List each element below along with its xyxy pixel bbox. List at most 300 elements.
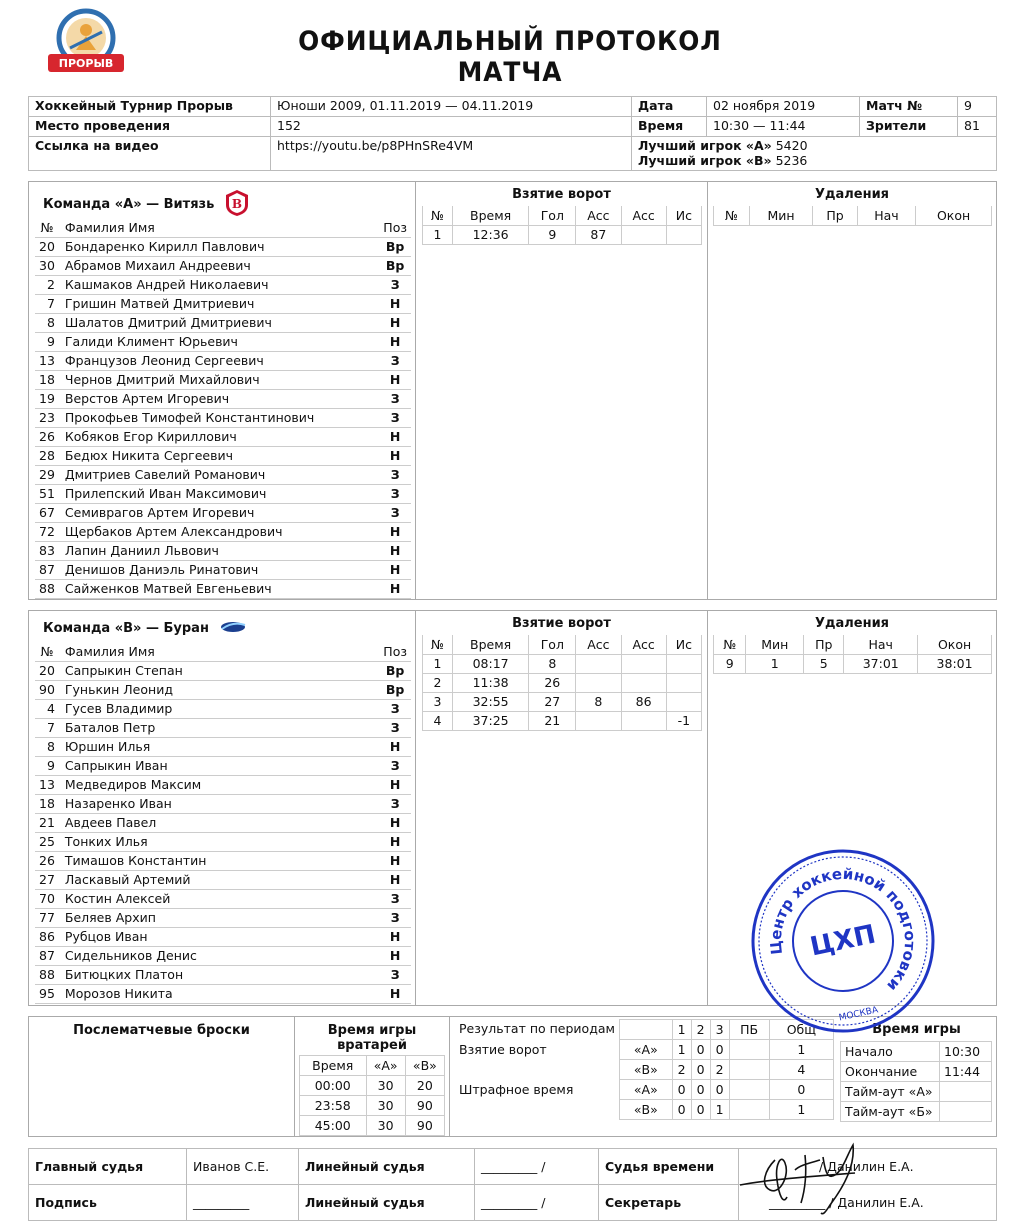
periods-value-cell: 1 <box>672 1040 691 1060</box>
team-a-goals-title: Взятие ворот <box>512 187 611 202</box>
team-b-penalties-title: Удаления <box>814 616 890 631</box>
signature-label: Подпись <box>29 1185 187 1221</box>
player-number: 25 <box>35 832 61 851</box>
periods-header-cell: Общ <box>769 1020 833 1040</box>
goals-header-cell: Гол <box>529 635 576 654</box>
goal-cell <box>576 673 621 692</box>
player-row <box>35 851 411 870</box>
periods-row <box>620 1100 834 1120</box>
player-position: З <box>379 699 411 718</box>
player-row <box>35 275 411 294</box>
player-name: Баталов Петр <box>61 718 379 737</box>
player-number: 13 <box>35 775 61 794</box>
venue-label: Место проведения <box>29 117 271 137</box>
player-position: Вр <box>379 661 411 680</box>
player-number: 2 <box>35 275 61 294</box>
periods-row <box>620 1080 834 1100</box>
player-position: Н <box>379 332 411 351</box>
player-position: З <box>379 718 411 737</box>
player-name: Дмитриев Савелий Романович <box>61 465 379 484</box>
game-time-label: Начало <box>841 1042 940 1062</box>
player-row <box>35 813 411 832</box>
player-number: 9 <box>35 756 61 775</box>
player-number: 87 <box>35 946 61 965</box>
player-number: 7 <box>35 294 61 313</box>
player-name: Сайженков Матвей Евгеньевич <box>61 579 379 598</box>
goal-row <box>423 654 702 673</box>
periods-header-cell: 2 <box>691 1020 710 1040</box>
periods-value-cell: 0 <box>691 1080 710 1100</box>
player-row <box>35 889 411 908</box>
team-b-roster <box>35 642 411 1004</box>
player-number: 83 <box>35 541 61 560</box>
goalie-time-title: Время игры вратарей <box>327 1023 417 1053</box>
player-name: Медведиров Максим <box>61 775 379 794</box>
date-value: 02 ноября 2019 <box>707 97 860 117</box>
player-name: Назаренко Иван <box>61 794 379 813</box>
player-name: Шалатов Дмитрий Дмитриевич <box>61 313 379 332</box>
best-players-cell <box>632 137 997 171</box>
periods-row <box>620 1040 834 1060</box>
team-a-roster <box>35 218 411 599</box>
player-number: 27 <box>35 870 61 889</box>
tournament-logo <box>40 8 132 78</box>
player-position: Н <box>379 775 411 794</box>
goal-cell <box>576 654 621 673</box>
goalie-time-cell: 90 <box>405 1096 444 1116</box>
periods-row <box>620 1060 834 1080</box>
player-row <box>35 522 411 541</box>
goals-header-cell: Время <box>452 635 529 654</box>
secretary-value: _________ / Данилин Е.А. <box>739 1185 997 1221</box>
player-row <box>35 389 411 408</box>
spectators-label: Зрители <box>860 117 958 137</box>
periods-value-cell: 0 <box>672 1080 691 1100</box>
periods-team-cell: «В» <box>620 1100 673 1120</box>
player-name: Щербаков Артем Александрович <box>61 522 379 541</box>
penalties-header-cell: Окон <box>918 635 992 654</box>
stamp-ring-text: Центр хоккейной подготовки <box>766 864 920 995</box>
penalties-header-cell: № <box>714 635 746 654</box>
player-position: Н <box>379 313 411 332</box>
goalie-time-cell: 45:00 <box>300 1116 367 1136</box>
player-name: Прилепский Иван Максимович <box>61 484 379 503</box>
periods-team-cell: «В» <box>620 1060 673 1080</box>
player-number: 4 <box>35 699 61 718</box>
player-row <box>35 946 411 965</box>
player-name: Тонких Илья <box>61 832 379 851</box>
player-number: 87 <box>35 560 61 579</box>
player-number: 67 <box>35 503 61 522</box>
chief-referee-value: Иванов С.Е. <box>187 1149 299 1185</box>
player-position: З <box>379 275 411 294</box>
goal-row <box>423 692 702 711</box>
goal-cell: 37:25 <box>452 711 529 730</box>
goalie-time-cell: 23:58 <box>300 1096 367 1116</box>
player-position: З <box>379 484 411 503</box>
video-label: Ссылка на видео <box>29 137 271 171</box>
roster-name-header: Фамилия Имя <box>61 218 379 237</box>
penalties-header-cell: Нач <box>857 206 915 225</box>
periods-value-cell: 2 <box>672 1060 691 1080</box>
venue-value: 152 <box>271 117 632 137</box>
best-b-value: 5236 <box>775 153 808 168</box>
game-time-row <box>841 1062 992 1082</box>
player-row <box>35 661 411 680</box>
tournament-value: Юноши 2009, 01.11.2019 — 04.11.2019 <box>271 97 632 117</box>
player-position: Н <box>379 522 411 541</box>
player-position: З <box>379 351 411 370</box>
goal-cell: 1 <box>423 225 453 244</box>
player-number: 8 <box>35 737 61 756</box>
player-name: Морозов Никита <box>61 984 379 1003</box>
timekeeper-value: / Данилин Е.А. <box>739 1149 997 1185</box>
player-row <box>35 408 411 427</box>
goal-cell: 27 <box>529 692 576 711</box>
shootouts-title: Послематчевые броски <box>73 1023 250 1038</box>
player-position: Вр <box>379 680 411 699</box>
player-row <box>35 313 411 332</box>
periods-value-cell: 0 <box>710 1040 729 1060</box>
periods-value-cell: 2 <box>710 1060 729 1080</box>
player-row <box>35 465 411 484</box>
roster-num-header: № <box>35 218 61 237</box>
goal-cell: 21 <box>529 711 576 730</box>
periods-team-header <box>620 1020 673 1040</box>
player-position: Н <box>379 579 411 598</box>
team-b-logo-icon <box>219 619 247 638</box>
goalie-time-header-row <box>300 1056 445 1076</box>
player-number: 23 <box>35 408 61 427</box>
game-time-value <box>940 1102 992 1122</box>
periods-value-cell: 4 <box>769 1060 833 1080</box>
periods-value-cell: 0 <box>710 1080 729 1100</box>
periods-title: Результат по периодам <box>459 1021 615 1036</box>
goalie-time-cell: 30 <box>366 1096 405 1116</box>
player-row <box>35 541 411 560</box>
game-time-value: 10:30 <box>940 1042 992 1062</box>
game-time-row <box>841 1082 992 1102</box>
player-name: Галиди Климент Юрьевич <box>61 332 379 351</box>
player-row <box>35 256 411 275</box>
player-position: З <box>379 389 411 408</box>
penalties-header-cell: Окон <box>916 206 992 225</box>
player-position: Н <box>379 984 411 1003</box>
player-position: Н <box>379 870 411 889</box>
player-row <box>35 965 411 984</box>
team-a-title: Команда «А» — Витязь <box>43 196 215 212</box>
periods-value-cell <box>729 1080 769 1100</box>
penalties-header-cell: Мин <box>746 635 804 654</box>
player-name: Гусев Владимир <box>61 699 379 718</box>
player-number: 70 <box>35 889 61 908</box>
time-value: 10:30 — 11:44 <box>707 117 860 137</box>
penalties-header-row <box>714 206 992 225</box>
player-position: Н <box>379 813 411 832</box>
player-number: 21 <box>35 813 61 832</box>
player-row <box>35 332 411 351</box>
player-row <box>35 699 411 718</box>
player-row <box>35 484 411 503</box>
stamp-center-text: ЦХП <box>807 919 879 963</box>
goalie-time-cell: 30 <box>366 1076 405 1096</box>
player-name: Верстов Артем Игоревич <box>61 389 379 408</box>
player-number: 26 <box>35 427 61 446</box>
player-row <box>35 427 411 446</box>
roster-num-header: № <box>35 642 61 661</box>
goalie-time-cell: 00:00 <box>300 1076 367 1096</box>
team-a-logo-icon <box>224 189 250 220</box>
team-a-section <box>28 181 997 600</box>
linesman-2-label: Линейный судья <box>299 1185 475 1221</box>
penalties-header-cell: № <box>714 206 750 225</box>
chief-referee-label: Главный судья <box>29 1149 187 1185</box>
penalties-header-row <box>714 635 992 654</box>
player-number: 19 <box>35 389 61 408</box>
player-position: Н <box>379 737 411 756</box>
goal-row <box>423 711 702 730</box>
team-b-goals-table <box>422 635 702 731</box>
player-number: 20 <box>35 661 61 680</box>
goal-cell: 1 <box>423 654 453 673</box>
signature-value: _________ <box>187 1185 299 1221</box>
player-name: Ласкавый Артемий <box>61 870 379 889</box>
goal-cell: 8 <box>529 654 576 673</box>
logo-ribbon-text: ПРОРЫВ <box>58 57 114 70</box>
player-number: 77 <box>35 908 61 927</box>
player-position: Н <box>379 294 411 313</box>
team-b-goals-title: Взятие ворот <box>512 616 611 631</box>
goal-cell <box>666 654 701 673</box>
periods-value-cell: 1 <box>769 1040 833 1060</box>
goal-cell: -1 <box>666 711 701 730</box>
page-title: ОФИЦИАЛЬНЫЙ ПРОТОКОЛ МАТЧА <box>298 26 722 88</box>
player-number: 29 <box>35 465 61 484</box>
goalie-time-header-cell: «В» <box>405 1056 444 1076</box>
timekeeper-label: Судья времени <box>599 1149 739 1185</box>
player-position: Н <box>379 946 411 965</box>
match-number-value: 9 <box>958 97 997 117</box>
penalties-header-cell: Мин <box>749 206 813 225</box>
player-row <box>35 294 411 313</box>
player-name: Гунькин Леонид <box>61 680 379 699</box>
player-row <box>35 737 411 756</box>
goals-header-cell: № <box>423 635 453 654</box>
goal-cell <box>621 225 666 244</box>
signature-scribble <box>735 1135 885 1220</box>
svg-text:В: В <box>232 196 243 211</box>
penalty-row <box>714 654 992 673</box>
player-position: Н <box>379 541 411 560</box>
linesman-1-value: _________ / <box>475 1149 599 1185</box>
goal-cell <box>666 673 701 692</box>
linesman-2-value: _________ / <box>475 1185 599 1221</box>
player-row <box>35 560 411 579</box>
player-position: Н <box>379 851 411 870</box>
secretary-label: Секретарь <box>599 1185 739 1221</box>
goal-cell <box>621 673 666 692</box>
player-position: З <box>379 889 411 908</box>
player-position: З <box>379 408 411 427</box>
player-row <box>35 579 411 598</box>
player-number: 30 <box>35 256 61 275</box>
player-number: 72 <box>35 522 61 541</box>
spectators-value: 81 <box>958 117 997 137</box>
game-time-title: Время игры <box>872 1022 961 1037</box>
player-name: Беляев Архип <box>61 908 379 927</box>
goalie-time-cell: 90 <box>405 1116 444 1136</box>
player-position: З <box>379 465 411 484</box>
stamp-bottom-text: МОСКВА <box>838 1005 880 1024</box>
goal-cell <box>666 225 701 244</box>
player-position: З <box>379 794 411 813</box>
player-number: 51 <box>35 484 61 503</box>
player-name: Тимашов Константин <box>61 851 379 870</box>
goal-cell: 87 <box>576 225 621 244</box>
player-name: Чернов Дмитрий Михайлович <box>61 370 379 389</box>
linesman-1-label: Линейный судья <box>299 1149 475 1185</box>
player-row <box>35 756 411 775</box>
goal-cell: 86 <box>621 692 666 711</box>
player-row <box>35 237 411 256</box>
periods-value-cell <box>729 1060 769 1080</box>
player-name: Авдеев Павел <box>61 813 379 832</box>
goal-cell: 2 <box>423 673 453 692</box>
goal-cell: 08:17 <box>452 654 529 673</box>
goal-row <box>423 225 702 244</box>
goals-header-row <box>423 635 702 654</box>
periods-value-cell <box>729 1100 769 1120</box>
roster-name-header: Фамилия Имя <box>61 642 379 661</box>
penalty-cell: 38:01 <box>918 654 992 673</box>
goal-cell <box>621 711 666 730</box>
roster-pos-header: Поз <box>379 218 411 237</box>
player-name: Бедюх Никита Сергеевич <box>61 446 379 465</box>
goal-cell: 8 <box>576 692 621 711</box>
game-time-label: Тайм-аут «Б» <box>841 1102 940 1122</box>
player-name: Кашмаков Андрей Николаевич <box>61 275 379 294</box>
player-number: 18 <box>35 370 61 389</box>
periods-value-cell: 1 <box>769 1100 833 1120</box>
player-row <box>35 927 411 946</box>
player-number: 20 <box>35 237 61 256</box>
game-time-label: Тайм-аут «А» <box>841 1082 940 1102</box>
player-number: 7 <box>35 718 61 737</box>
player-name: Битюцких Платон <box>61 965 379 984</box>
player-position: Н <box>379 446 411 465</box>
goalie-time-row <box>300 1116 445 1136</box>
periods-value-cell: 1 <box>710 1100 729 1120</box>
goal-row <box>423 673 702 692</box>
penalties-header-cell: Нач <box>844 635 918 654</box>
match-info-table <box>28 96 997 171</box>
player-name: Сидельников Денис <box>61 946 379 965</box>
goalie-time-header-cell: Время <box>300 1056 367 1076</box>
goalie-time-cell: 30 <box>366 1116 405 1136</box>
best-a-label: Лучший игрок «А» <box>638 138 772 153</box>
player-row <box>35 351 411 370</box>
goal-cell <box>576 711 621 730</box>
team-a-goals-table <box>422 206 702 245</box>
penalty-cell: 37:01 <box>844 654 918 673</box>
game-time-row <box>841 1042 992 1062</box>
player-position: З <box>379 965 411 984</box>
penalty-cell: 9 <box>714 654 746 673</box>
team-a-penalties-table <box>713 206 992 226</box>
official-stamp <box>748 846 938 1036</box>
player-position: З <box>379 756 411 775</box>
player-name: Гришин Матвей Дмитриевич <box>61 294 379 313</box>
periods-value-cell: 0 <box>691 1060 710 1080</box>
player-row <box>35 775 411 794</box>
goals-header-cell: Асс <box>576 206 621 225</box>
goals-header-cell: Асс <box>621 635 666 654</box>
match-number-label: Матч № <box>860 97 958 117</box>
player-name: Лапин Даниил Львович <box>61 541 379 560</box>
goals-header-row <box>423 206 702 225</box>
player-row <box>35 794 411 813</box>
player-number: 86 <box>35 927 61 946</box>
player-row <box>35 718 411 737</box>
player-row <box>35 370 411 389</box>
roster-pos-header: Поз <box>379 642 411 661</box>
game-time-label: Окончание <box>841 1062 940 1082</box>
tournament-label: Хоккейный Турнир Прорыв <box>29 97 271 117</box>
video-link[interactable]: https://youtu.be/p8PHnSRe4VM <box>271 137 632 171</box>
best-a-value: 5420 <box>775 138 808 153</box>
goals-header-cell: Асс <box>576 635 621 654</box>
team-a-penalties-title: Удаления <box>814 187 890 202</box>
best-b-label: Лучший игрок «В» <box>638 153 772 168</box>
goal-cell: 9 <box>529 225 576 244</box>
player-row <box>35 680 411 699</box>
player-position: Н <box>379 560 411 579</box>
periods-penalty-label: Штрафное время <box>459 1082 574 1097</box>
player-number: 88 <box>35 965 61 984</box>
goal-cell: 32:55 <box>452 692 529 711</box>
player-row <box>35 908 411 927</box>
goal-cell: 11:38 <box>452 673 529 692</box>
player-number: 18 <box>35 794 61 813</box>
goalie-time-header-cell: «А» <box>366 1056 405 1076</box>
periods-goals-label: Взятие ворот <box>459 1042 547 1057</box>
game-time-row <box>841 1102 992 1122</box>
player-position: Н <box>379 370 411 389</box>
goal-cell <box>666 692 701 711</box>
penalty-cell: 1 <box>746 654 804 673</box>
player-name: Абрамов Михаил Андреевич <box>61 256 379 275</box>
player-position: Вр <box>379 256 411 275</box>
player-name: Сапрыкин Степан <box>61 661 379 680</box>
team-b-penalties-table <box>713 635 992 674</box>
player-number: 9 <box>35 332 61 351</box>
goals-header-cell: Ис <box>666 635 701 654</box>
player-row <box>35 870 411 889</box>
team-b-title: Команда «В» — Буран <box>43 620 209 636</box>
player-name: Рубцов Иван <box>61 927 379 946</box>
periods-team-cell: «А» <box>620 1080 673 1100</box>
periods-header-cell: ПБ <box>729 1020 769 1040</box>
penalty-cell: 5 <box>804 654 844 673</box>
periods-value-cell: 0 <box>691 1040 710 1060</box>
player-row <box>35 503 411 522</box>
periods-value-cell: 0 <box>691 1100 710 1120</box>
time-label: Время <box>632 117 707 137</box>
player-position: З <box>379 503 411 522</box>
goals-header-cell: № <box>423 206 453 225</box>
penalties-header-cell: Пр <box>813 206 857 225</box>
player-name: Юршин Илья <box>61 737 379 756</box>
